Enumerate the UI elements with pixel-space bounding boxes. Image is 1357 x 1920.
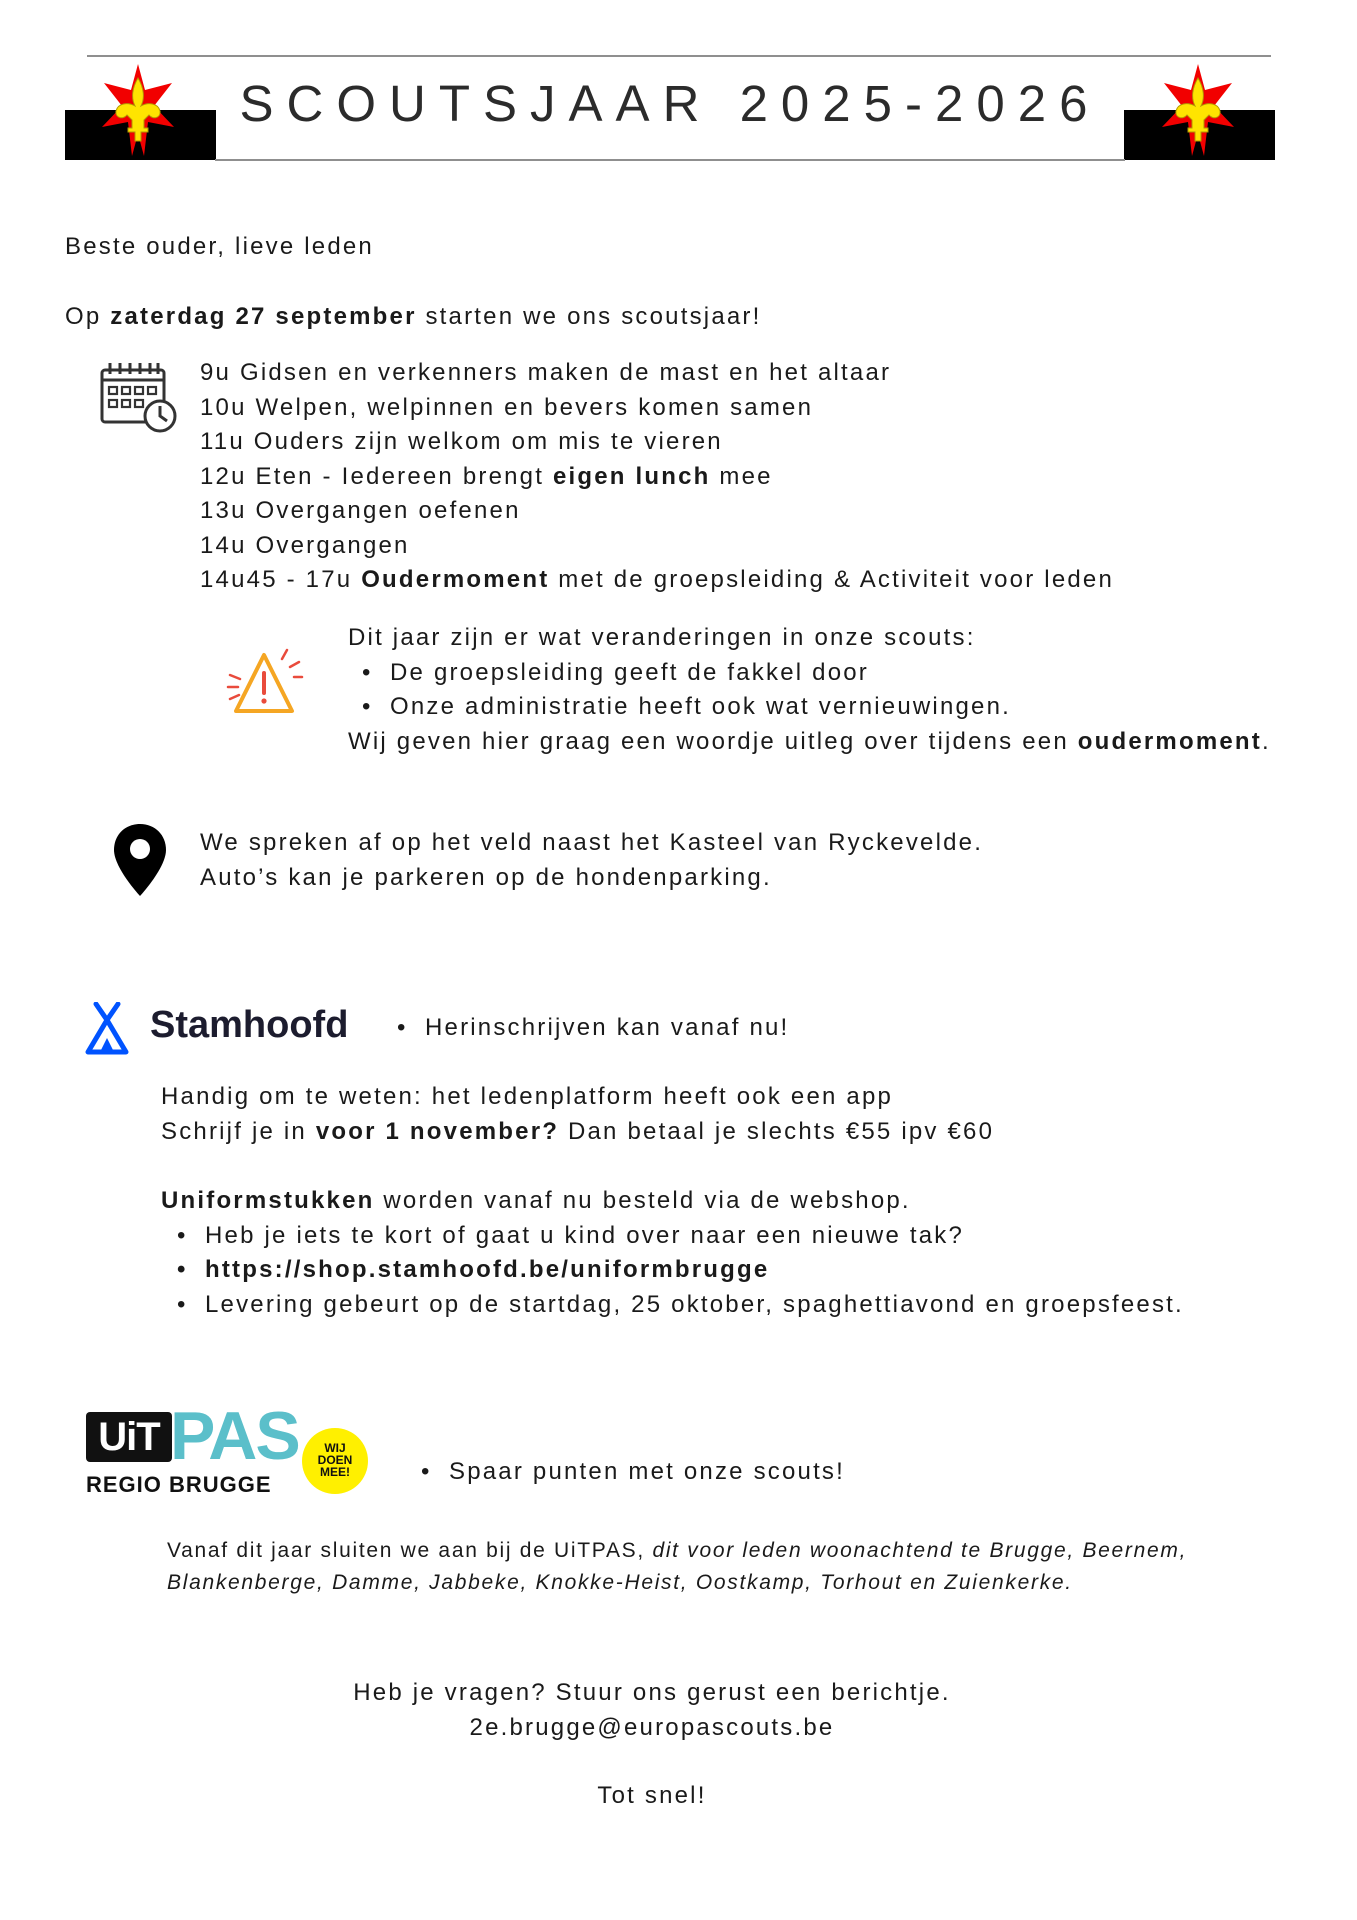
price-line: Schrijf je in voor 1 november? Dan betaal je slechts €55 ipv €60 (161, 1117, 995, 1145)
header-bottom-rule (215, 159, 1125, 161)
greeting: Beste ouder, lieve leden (65, 233, 374, 260)
uitpas-description: Vanaf dit jaar sluiten we aan bij de UiTPAS, dit voor leden woonachtend te Brugge, Beernem, Blankenberge, Damme, Jabbeke, Knokke-Heist, Oostkamp, Torhout en Zuienkerke. (167, 1539, 1188, 1594)
uitpas-uit-text: UiT (98, 1415, 160, 1459)
changes-list (348, 656, 1271, 725)
list-item: • Spaar punten met onze scouts! (407, 1455, 845, 1490)
schedule-item: 12u Eten - Iedereen brengt eigen lunch mee (200, 462, 773, 490)
start-date-line: Op zaterdag 27 september starten we ons scoutsjaar! (65, 303, 762, 330)
schedule-item: 9u Gidsen en verkenners maken de mast en het altaar (200, 359, 892, 386)
parking-line: Auto’s kan je parkeren op de hondenparking. (200, 863, 772, 891)
stamhoofd-logo-text: Stamhoofd (150, 1004, 349, 1046)
changes-block (348, 621, 1271, 759)
footer-block (0, 1676, 1304, 1814)
uniform-block (161, 1184, 1184, 1322)
uitpas-bullet (407, 1455, 845, 1490)
uitpas-pas-text: PAS (170, 1398, 299, 1474)
schedule-item: 10u Welpen, welpinnen en bevers komen samen (200, 393, 814, 421)
list-item: • De groepsleiding geeft de fakkel door (348, 656, 1271, 691)
badge-line: WIJ (324, 1441, 346, 1455)
schedule-list (200, 356, 1114, 598)
location-pin-icon (112, 822, 168, 898)
closing-line: Tot snel! (597, 1782, 707, 1809)
location-line: We spreken af op het veld naast het Kasteel van Ryckevelde. (200, 829, 984, 856)
wij-doen-mee-badge (302, 1428, 368, 1494)
changes-intro: Dit jaar zijn er wat veranderingen in onze scouts: (348, 624, 976, 651)
stamhoofd-bullet (383, 1011, 789, 1046)
page-title: SCOUTSJAAR 2025-2026 (239, 75, 1101, 132)
schedule-item: 14u Overgangen (200, 531, 410, 559)
stamhoofd-info (161, 1080, 994, 1149)
webshop-link[interactable]: • https://shop.stamhoofd.be/uniformbrugge (163, 1253, 1184, 1288)
changes-outro: Wij geven hier graag een woordje uitleg over tijdens een oudermoment. (348, 727, 1271, 755)
question-line: Heb je vragen? Stuur ons gerust een berichtje. (353, 1679, 951, 1706)
warning-icon (224, 645, 304, 720)
list-item: • Herinschrijven kan vanaf nu! (383, 1011, 789, 1046)
list-item: • Heb je iets te kort of gaat u kind over naar een nieuwe tak? (163, 1219, 1184, 1254)
scout-cross-lily-left-icon (88, 62, 188, 158)
list-item: • Levering gebeurt op de startdag, 25 oktober, spaghettiavond en groepsfeest. (163, 1288, 1184, 1323)
header-top-rule (87, 55, 1271, 57)
location-text (200, 826, 983, 895)
uniform-intro: Uniformstukken worden vanaf nu besteld via de webshop. (161, 1187, 911, 1214)
list-item: • Onze administratie heeft ook wat vernieuwingen. (348, 690, 1271, 725)
app-line: Handig om te weten: het ledenplatform heeft ook een app (161, 1083, 894, 1110)
stamhoofd-tent-icon (84, 1002, 130, 1056)
schedule-item: 11u Ouders zijn welkom om mis te vieren (200, 428, 723, 455)
schedule-item: 13u Overgangen oefenen (200, 497, 521, 524)
badge-line: DOEN (317, 1453, 353, 1467)
schedule-item: 14u45 - 17u Oudermoment met de groepsleiding & Activiteit voor leden (200, 566, 1115, 593)
scout-cross-lily-right-icon (1148, 62, 1248, 158)
uitpas-region-text: REGIO BRUGGE (86, 1472, 272, 1497)
badge-line: MEE! (320, 1465, 350, 1479)
contact-email[interactable]: 2e.brugge@europascouts.be (469, 1713, 835, 1741)
calendar-clock-icon (100, 360, 180, 436)
uniform-list (163, 1219, 1184, 1323)
